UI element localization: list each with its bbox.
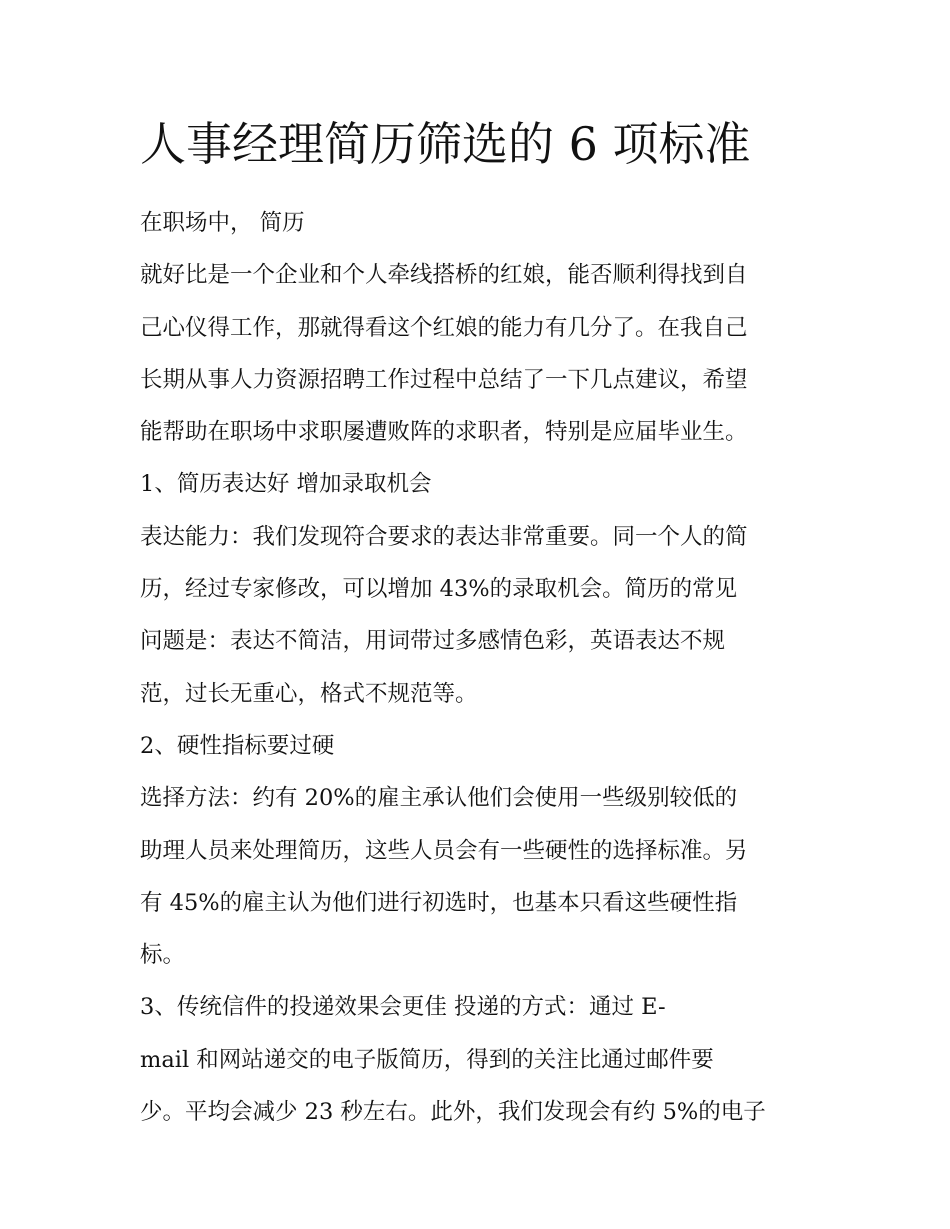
section-1-line-2: 历，经过专家修改，可以增加 43%的录取机会。简历的常见 xyxy=(140,576,738,603)
document-body xyxy=(140,199,830,1140)
intro-line-1: 在职场中， 简历 xyxy=(140,210,305,236)
section-heading-3: 3、传统信件的投递效果会更佳 投递的方式：通过 E- xyxy=(140,994,666,1021)
section-1-line-1: 表达能力：我们发现符合要求的表达非常重要。同一个人的简 xyxy=(140,523,748,550)
section-2-line-3: 有 45%的雇主认为他们进行初选时，也基本只看这些硬性指 xyxy=(140,889,738,916)
section-3-line-2: 少。平均会减少 23 秒左右。此外，我们发现会有约 5%的电子 xyxy=(140,1099,766,1126)
intro-line-5: 能帮助在职场中求职屡遭败阵的求职者，特别是应届毕业生。 xyxy=(140,419,748,446)
section-2-line-4: 标。 xyxy=(140,942,186,969)
section-heading-1: 1、简历表达好 增加录取机会 xyxy=(140,471,432,498)
document-title: 人事经理简历筛选的 6 项标准 xyxy=(140,117,751,171)
section-heading-2: 2、硬性指标要过硬 xyxy=(140,732,335,759)
section-3-line-1: mail 和网站递交的电子版简历，得到的关注比通过邮件要 xyxy=(140,1046,714,1073)
intro-line-4: 长期从事人力资源招聘工作过程中总结了一下几点建议，希望 xyxy=(140,366,748,393)
intro-line-3: 己心仪得工作，那就得看这个红娘的能力有几分了。在我自己 xyxy=(140,314,748,341)
section-2-line-2: 助理人员来处理简历，这些人员会有一些硬性的选择标准。另 xyxy=(140,837,748,864)
intro-line-2: 就好比是一个企业和个人牵线搭桥的红娘，能否顺利得找到自 xyxy=(140,262,748,289)
section-1-line-3: 问题是：表达不简洁，用词带过多感情色彩，英语表达不规 xyxy=(140,628,726,655)
section-2-line-1: 选择方法：约有 20%的雇主承认他们会使用一些级别较低的 xyxy=(140,785,738,812)
section-1-line-4: 范，过长无重心，格式不规范等。 xyxy=(140,680,478,707)
